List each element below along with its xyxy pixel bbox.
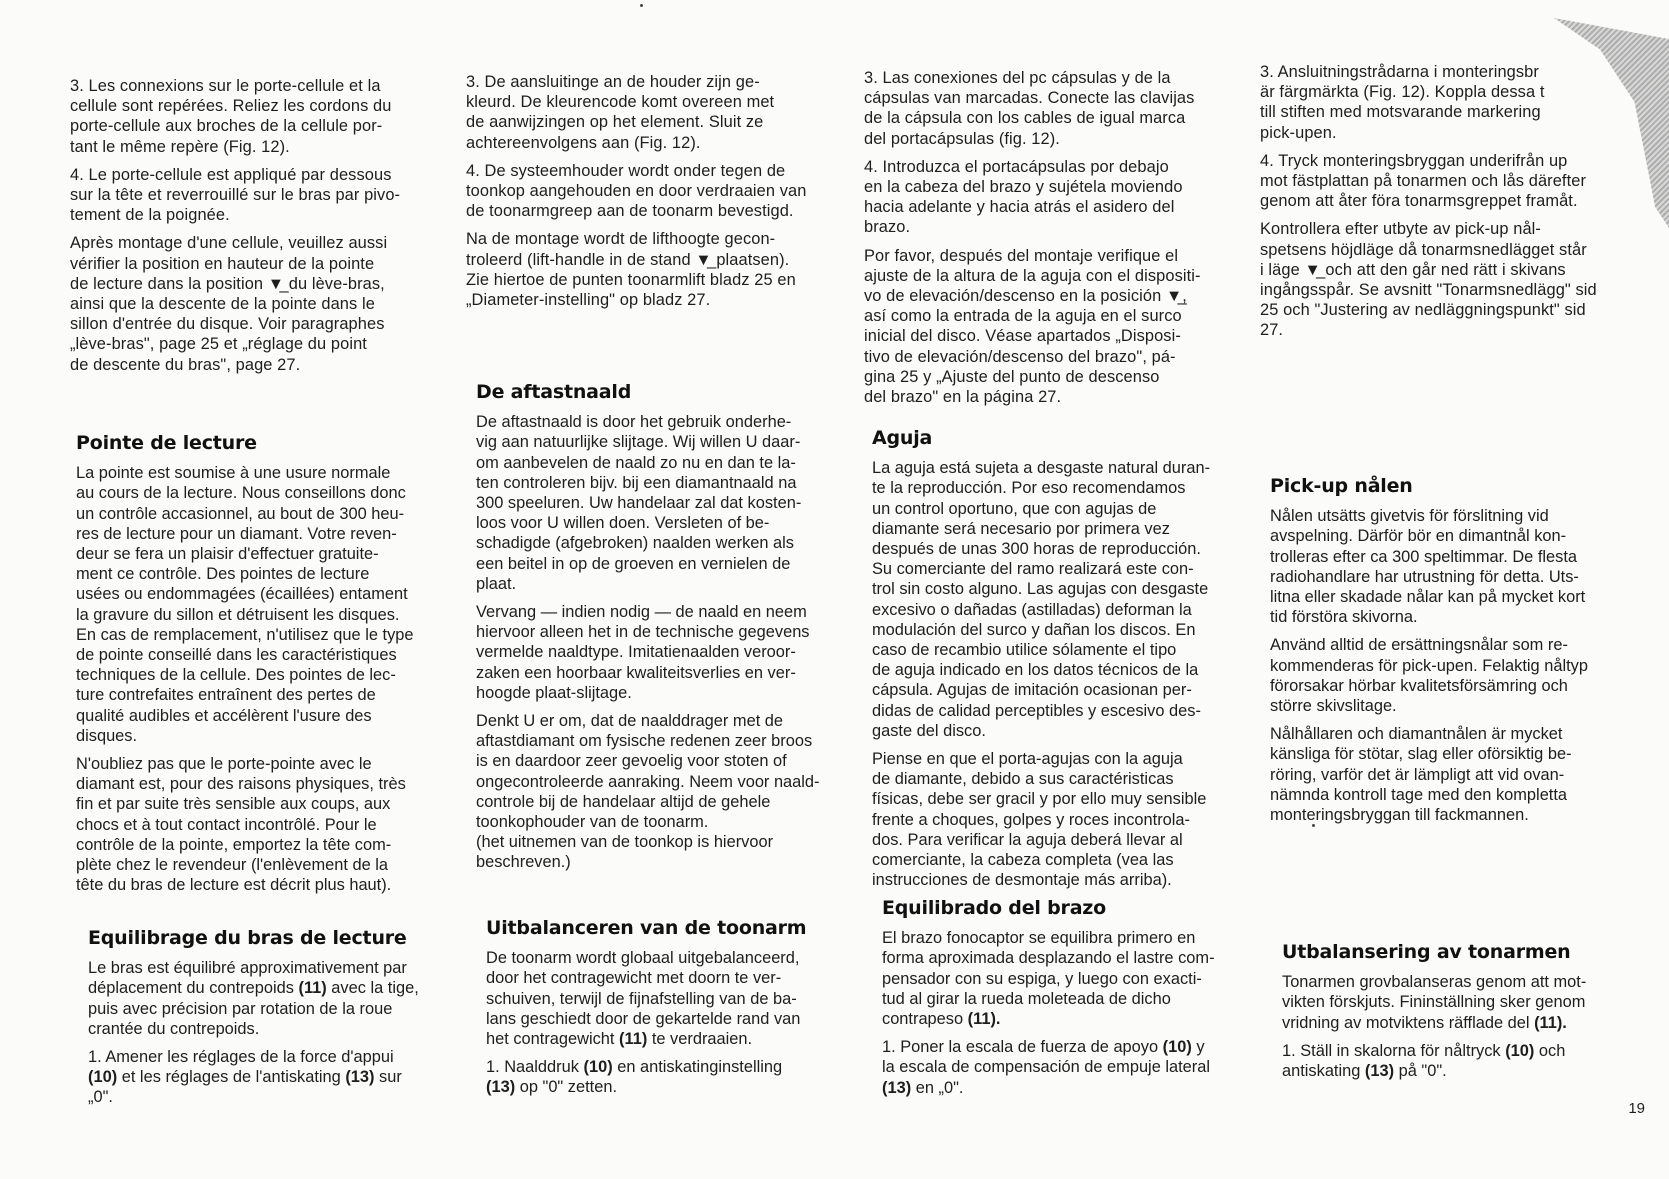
nl-balance-heading: Uitbalanceren van de toonarm <box>486 917 807 939</box>
sv-stylus-heading: Pick-up nålen <box>1270 475 1413 497</box>
es-stylus-text-2: Piense en que el porta-agujas con la aguja de diamante, debido a sus caractéristicas físicas, debe ser gracil y por ello muy sensible frente a choques, golpes y roces incontrola- dos. Para verificar la aguja deberá llevar al comerciante, la cabeza completa (vea las instrucciones de desmontaje más arriba). <box>872 750 1207 890</box>
nl-stylus-text-2: Vervang — indien nodig — de naald en neem hiervoor alleen het in de technische gegevens vermelde naaldtype. Imitatienaalden veroor- zaken een hoorbaar kwaliteitsverlies en ver- hoogde plaat-slijtage. <box>476 603 810 702</box>
nl-balance-text-2: 1. Naalddruk (10) en antiskatinginstelling (13) op "0" zetten. <box>486 1058 783 1097</box>
es-connections-text: 3. Las conexiones del pc cápsulas y de la cápsulas van marcadas. Conecte las clavijas de la cápsula con los cables de igual marca del portacápsulas (fig. 12). <box>864 69 1195 148</box>
column-spanish <box>864 68 1236 415</box>
sv-stylus-section <box>1270 476 1632 833</box>
sv-balance-text-2: 1. Ställ in skalorna för nåltryck (10) och antiskating (13) på "0". <box>1282 1041 1566 1081</box>
fr-balance-section <box>88 928 460 1116</box>
fr-stylus-heading: Pointe de lecture <box>76 432 257 454</box>
es-balance-heading: Equilibrado del brazo <box>882 897 1107 919</box>
es-balance-text-1: El brazo fonocaptor se equilibra primero en forma aproximada desplazando el lastre com- pensador con su espiga, y luego con exacti- tud al girar la rueda moleteada de dicho contrapeso (11). <box>882 929 1215 1029</box>
nl-connections-text: 3. De aansluitinge an de houder zijn ge- kleurd. De kleurencode komt overeen met de aanwijzingen op het element. Sluit ze achtereenvolgens aan (Fig. 12). <box>466 73 775 152</box>
column-swedish <box>1260 62 1622 349</box>
es-balance-text-2: 1. Poner la escala de fuerza de apoyo (10) y la escala de compensación de empuje lateral (13) en „0". <box>882 1038 1211 1097</box>
fr-stylus-text-1: La pointe est soumise à une usure normale au cours de la lecture. Nous conseillons donc un contrôle accasionnel, au bout de 300 heu- res de lecture pour un diamant. Votre reven- deur se fera un plaisir d'effectuer gratuite- ment ce contrôle. Des pointes de lecture usées ou endommagées (écaillées) entament la gravure du sillon et détruisent les disques. En cas de remplacement, n'utilisez que le type de pointe conseillé dans les caractéristiques techniques de la cellule. Des pointes de lec- ture contrefaites entraînent des pertes de qualité audibles et accélèrent l'usure des disques. <box>76 464 414 745</box>
fr-height-check-text: Après montage d'une cellule, veuillez aussi vérifier la position en hauteur de la pointe de lecture dans la position ▼̲ du lève-bras, ainsi que la descente de la pointe dans le sillon d'entrée du disque. Voir paragraphes „lève-bras", page 25 et „réglage du point de descente du bras", page 27. <box>70 234 388 374</box>
page-number: 19 <box>1628 1100 1645 1117</box>
sv-stylus-text-1: Nålen utsätts givetvis för förslitning vid avspelning. Därför bör en dimantnål kon- trolleras efter ca 300 speltimmar. De flesta radiohandlare har utrustning för detta. Uts- litna eller skadade nålar kan på mycket kort tid förstöra skivorna. <box>1270 507 1586 627</box>
sv-balance-section <box>1282 942 1644 1089</box>
sv-bridge-text: 4. Tryck monteringsbryggan underifrån up mot fästplattan på tonarmen och lås därefter genom att åter föra tonarmsgreppet framåt. <box>1260 151 1587 211</box>
fr-cartridge-holder-text: 4. Le porte-cellule est appliqué par dessous sur la tête et reverrouillé sur le bras par pivo- tement de la poignée. <box>70 165 401 225</box>
nl-stylus-text-3: Denkt U er om, dat de naalddrager met de aftastdiamant om fysische redenen zeer broos is en daardoor zeer gevoelig voor stoten of ongecontroleerde aanraking. Neem voor naald- controle bij de handelaar altijd de gehele toonkophouder van de toonarm. (het uitnemen van de toonkop is hiervoor beschreven.) <box>476 712 820 872</box>
sv-balance-text-1: Tonarmen grovbalanseras genom att mot- vikten förskjuts. Fininställning sker genom vridning av motviktens räfflade del (11). <box>1282 973 1587 1032</box>
es-stylus-text-1: La aguja está sujeta a desgaste natural duran- te la reproducción. Por eso recomendamos un control oportuno, que con agujas de diamante será necesario por primera vez después de unas 300 horas de reproducción. Su comerciante del ramo realizará este con- trol sin costo alguno. Las agujas con desgaste excesivo o dañadas (astilladas) deforman la modulación del surco y dañan los discos. En caso de recambio utilice sólamente el tipo de aguja indicado en los datos técnicos de la cápsula. Agujas de imitación ocasionan per- didas de calidad perceptibles y escesivo des- gaste del disco. <box>872 459 1211 740</box>
es-holder-text: 4. Introduzca el portacápsulas por debajo en la cabeza del brazo y sujételа moviendo hacia adelante y hacia atrás el asidero del brazo. <box>864 157 1183 237</box>
nl-balance-text-1: De toonarm wordt globaal uitgebalanceerd, door het contragewicht met doorn te ver- schuiven, terwijl de fijnafstelling van de ba- lans geschiedt door de gekartelde rand van het contragewicht (11) te verdraaien. <box>486 949 801 1049</box>
nl-stylus-section <box>476 382 848 881</box>
es-height-check-text: Por favor, después del montaje verifique el ajuste de la altura de la aguja con el dispositi- vo de elevación/descenso en la posición ▼̲, así como la entrada de la aguja en el surco inicial del disco. Véase apartados „Disposi- tivo de elevación/descenso del brazo", pá- gina 25 y „Ajuste del punto de descenso del brazo" en la página 27. <box>864 246 1201 407</box>
sv-height-check-text: Kontrollera efter utbyte av pick-up nål- spetsens höjdläge då tonarmsnedlägget står i läge ▼̲ och att den går ned rätt i skivans ingångsspår. Se avsnitt "Tonarmsnedlägg" sid 25 och "Justering av nedläggningspunkt" sid 27. <box>1260 220 1597 340</box>
es-balance-section <box>882 898 1254 1106</box>
fr-balance-text-2: 1. Amener les réglages de la force d'appui (10) et les réglages de l'antiskating (13) sur „0". <box>88 1048 402 1107</box>
nl-holder-text: 4. De systeemhouder wordt onder tegen de toonkop aangehouden en door verdraaien van de toonarmgreep aan de toonarm bevestigd. <box>466 161 807 221</box>
fr-stylus-section <box>76 433 448 903</box>
column-dutch <box>466 72 838 318</box>
speck <box>1312 824 1315 827</box>
nl-stylus-heading: De aftastnaald <box>476 381 632 403</box>
sv-connections-text: 3. Ansluitningstrådarna i monteringsbr är färgmärkta (Fig. 12). Koppla dessa t till stiften med motsvarande markering pick-upen. <box>1260 63 1545 142</box>
sv-stylus-text-2: Använd alltid de ersättningsnålar som re- kommenderas för pick-upen. Felaktig nåltyp förorsakar hörbar kvalitetsförsämring och större skivslitage. <box>1270 636 1588 716</box>
es-stylus-heading: Aguja <box>872 427 933 449</box>
es-stylus-section <box>872 428 1244 898</box>
nl-balance-section <box>486 918 858 1106</box>
sv-stylus-text-3: Nålhållaren och diamantnålen är mycket känsliga för stötar, slag eller oförsiktig be- röring, varför det är lämpligt att vid ovan- nämnda kontroll tage med den kompletta monteringsbryggan till fackmannen. <box>1270 725 1572 825</box>
nl-stylus-text-1: De aftastnaald is door het gebruik onderhe- vig aan natuurlijke slijtage. Wij willen U daar- om aanbevelen de naald zo nu en dan te la- ten controleren bijv. bij een diamantnaald na 300 speeluren. Uw handelaar zal dat kosten- loos voor U willen doen. Versleten of be- schadigde (afgebroken) naalden werken als een beitel in op de groeven en vernielen de plaat. <box>476 413 802 593</box>
fr-balance-heading: Equilibrage du bras de lecture <box>88 927 407 949</box>
fr-stylus-text-2: N'oubliez pas que le porte-pointe avec le diamant est, pour des raisons physiques, très fin et par suite très sensible aux coups, aux chocs et à tout contact incontrôlé. Pour le contrôle de la pointe, emportez la tête com- plète chez le revendeur (l'enlèvement de la tête du bras de lecture est décrit plus haut). <box>76 755 406 895</box>
fr-connections-text: 3. Les connexions sur le porte-cellule et la cellule sont repérées. Reliez les cordons du porte-cellule aux broches de la cellule por- tant le même repère (Fig. 12). <box>70 77 392 156</box>
fr-balance-text-1: Le bras est équilibré approximativement par déplacement du contrepoids (11) avec la tige, puis avec précision par rotation de la roue crantée du contrepoids. <box>88 959 419 1038</box>
column-french <box>70 76 442 383</box>
nl-lift-height-text: Na de montage wordt de lifthoogte gecon- troleerd (lift-handle in de stand ▼̲ plaatsen). Zie hiertoe de punten toonarmlift bladz 25 en „Diameter-instelling" op bladz 27. <box>466 230 796 310</box>
sv-balance-heading: Utbalansering av tonarmen <box>1282 941 1571 963</box>
speck <box>640 4 643 7</box>
